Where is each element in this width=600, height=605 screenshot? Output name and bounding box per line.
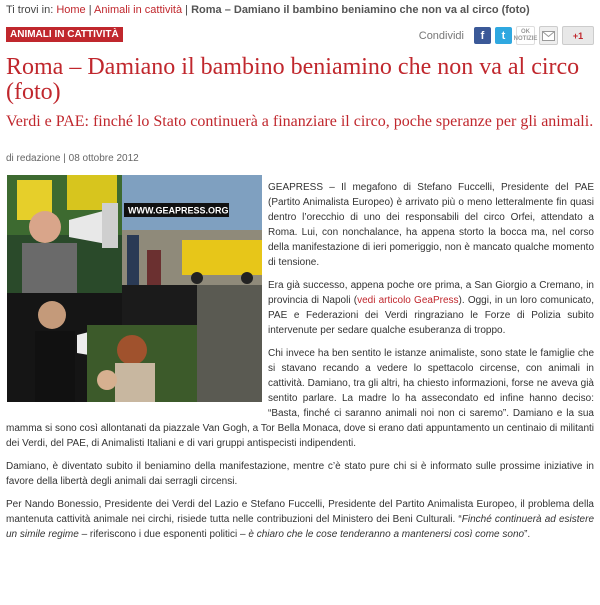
breadcrumb-current: Roma – Damiano il bambino beniamino che non va al circo (foto): [191, 4, 530, 16]
breadcrumb: [6, 4, 530, 16]
ok-notizie-share-button[interactable]: [513, 26, 538, 45]
category-badge[interactable]: ANIMALI IN CATTIVITÀ: [6, 27, 123, 42]
google-plus-icon: +1: [572, 30, 584, 41]
breadcrumb-separator: |: [185, 4, 189, 16]
article-subtitle: Verdi e PAE: finché lo Stato continuerà a finanziare il circo, poche speranze per gli animali.: [6, 113, 594, 130]
article-paragraph: Damiano, è diventato subito il beniamino della manifestazione, mentre c’è stato pure chi si è informato sulle prossime iniziative in favore della libertà degli animali dai serragli circensi.: [6, 461, 594, 487]
article-paragraph: Chi invece ha ben sentito le istanze animaliste, sono state le famiglie che si stavano recando a vedere lo spettacolo circense, con animali in cattività. Damiano, tra gli altri, ha chiesto informazioni, forse ne aveva già sentito parlare. La madre lo ha assecondato ed infine hanno deciso: “Basta, finché ci saranno animali noi non ci saremo”. Damiano e la sua mamma si sono così allontanati da piazzale Van Gogh, a Tor Bella Monaca, dove si erano dati appuntamento un centinaio di militanti dei Verdi, del PAE, di Animalisti Italiani e di vari gruppi antispecisti indipendenti.: [6, 348, 594, 449]
article-body: [6, 180, 594, 550]
article-paragraph: GEAPRESS – Il megafono di Stefano Fuccelli, Presidente del PAE (Partito Animalista Europeo) è arrivato più o meno letteralmente fin quasi dentro l’orecchio di uno dei responsabili del circo Orfei, attendato a Roma. Lui, con nonchalance, ha appena storto la bocca ma, nel corso della manifestazione di ieri pomeriggio, non è mancato qualche momento di tensione.: [268, 182, 594, 268]
geapress-article-link[interactable]: vedi articolo GeaPress: [357, 295, 459, 306]
paragraph-text: ). Oggi, in un loro comunicato, PAE e Federazioni dei Verdi ringraziano le Forze di Polizia subito intervenute per sedare qualche esuberanza di troppo.: [268, 295, 594, 336]
article-byline: di redazione | 08 ottobre 2012: [6, 153, 139, 164]
envelope-icon: [542, 31, 555, 41]
paragraph-text: Era già successo, appena poche ore prima, a San Giorgio a Cremano, in provincia di Napoli (: [268, 280, 594, 306]
breadcrumb-separator: |: [88, 4, 92, 16]
twitter-share-button[interactable]: [495, 27, 512, 44]
breadcrumb-home-link[interactable]: Home: [56, 4, 86, 16]
share-bar: [419, 26, 594, 45]
quote-text: è chiaro che le cose tenderanno a mantenersi così come sono: [248, 529, 525, 540]
paragraph-text: – riferiscono i due esponenti politici –: [78, 529, 249, 540]
breadcrumb-section-link[interactable]: Animali in cattività: [94, 4, 183, 16]
facebook-icon: f: [480, 29, 485, 42]
google-plus-button[interactable]: [562, 26, 594, 45]
breadcrumb-prefix: Ti trovi in:: [6, 4, 54, 16]
paragraph-text: ”.: [524, 529, 531, 540]
paragraph-text: Per Nando Bonessio, Presidente dei Verdi del Lazio e Stefano Fuccelli, Presidente del Partito Animalista Europeo, il problema della mantenuta cattività animale nei circhi, risiede tutta nelle contribuzioni del Ministero dei Beni Culturali. “: [6, 499, 594, 525]
twitter-icon: t: [501, 29, 506, 42]
article-paragraph: [6, 497, 594, 542]
share-label: Condividi: [418, 29, 464, 42]
article-title: Roma – Damiano il bambino beniamino che non va al circo (foto): [6, 54, 580, 105]
geapress-watermark: WWW.GEAPRESS.ORG: [128, 205, 229, 216]
email-share-button[interactable]: [539, 26, 558, 45]
quote-text: Finché continuerà ad esistere un simile regime: [6, 514, 595, 540]
facebook-share-button[interactable]: [474, 27, 491, 44]
ok-notizie-icon: OK NOTIZIE: [513, 28, 538, 42]
